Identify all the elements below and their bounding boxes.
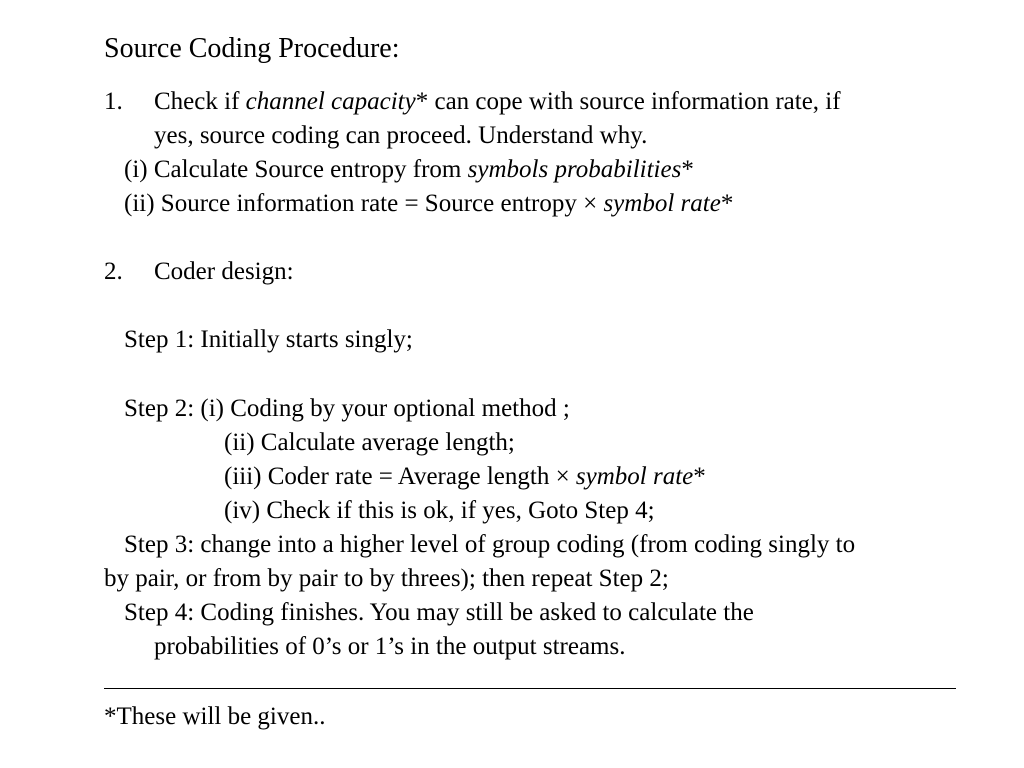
item1-line1 (154, 87, 841, 117)
item1-sub-ii-italic: symbol rate (603, 190, 721, 217)
step1-text: Step 1: Initially starts singly; (124, 326, 413, 353)
item1-sub-ii-text: (ii) Source information rate = Source entropy × (124, 190, 604, 217)
item1-line2: yes, source coding can proceed. Understand why. (154, 122, 648, 149)
step2-iii-italic: symbol rate (575, 463, 694, 490)
item1-sub-i-text: (i) Calculate Source entropy from (124, 156, 468, 183)
step2-iii-text: (iii) Coder rate = Average length × (224, 463, 576, 490)
slide-title: Source Coding Procedure: (104, 33, 400, 64)
item2-number: 2. (104, 258, 123, 285)
item1-number: 1. (104, 88, 123, 115)
step4-line1: Step 4: Coding finishes. You may still be asked to calculate the (124, 599, 754, 626)
item1-sub-i-italic: symbols probabilities (467, 156, 682, 183)
item1-text-a: Check if (154, 88, 246, 115)
step2-iii-asterisk: * (693, 463, 706, 490)
step4-line2: probabilities of 0’s or 1’s in the output streams. (154, 633, 626, 660)
step2-ii: (ii) Calculate average length; (224, 429, 515, 456)
item1-channel-capacity: channel capacity (245, 88, 416, 115)
item1-sub-ii-asterisk: * (720, 190, 734, 217)
step3-line2: by pair, or from by pair to by threes); then repeat Step 2; (104, 565, 669, 592)
step2-label: Step 2: (i) Coding by your optional method ; (124, 395, 570, 422)
item1-text-b: * can cope with source information rate, if (415, 88, 841, 115)
item1-sub-ii (124, 189, 733, 219)
step2-iv: (iv) Check if this is ok, if yes, Goto Step 4; (224, 497, 655, 524)
step2-iii (224, 462, 706, 492)
footnote: *These will be given.. (104, 703, 326, 730)
footnote-divider (104, 688, 956, 689)
item2-text: Coder design: (154, 258, 294, 285)
step3-line1: Step 3: change into a higher level of group coding (from coding singly to (124, 531, 856, 558)
item1-sub-i (124, 155, 694, 185)
item1-sub-i-asterisk: * (681, 156, 694, 183)
